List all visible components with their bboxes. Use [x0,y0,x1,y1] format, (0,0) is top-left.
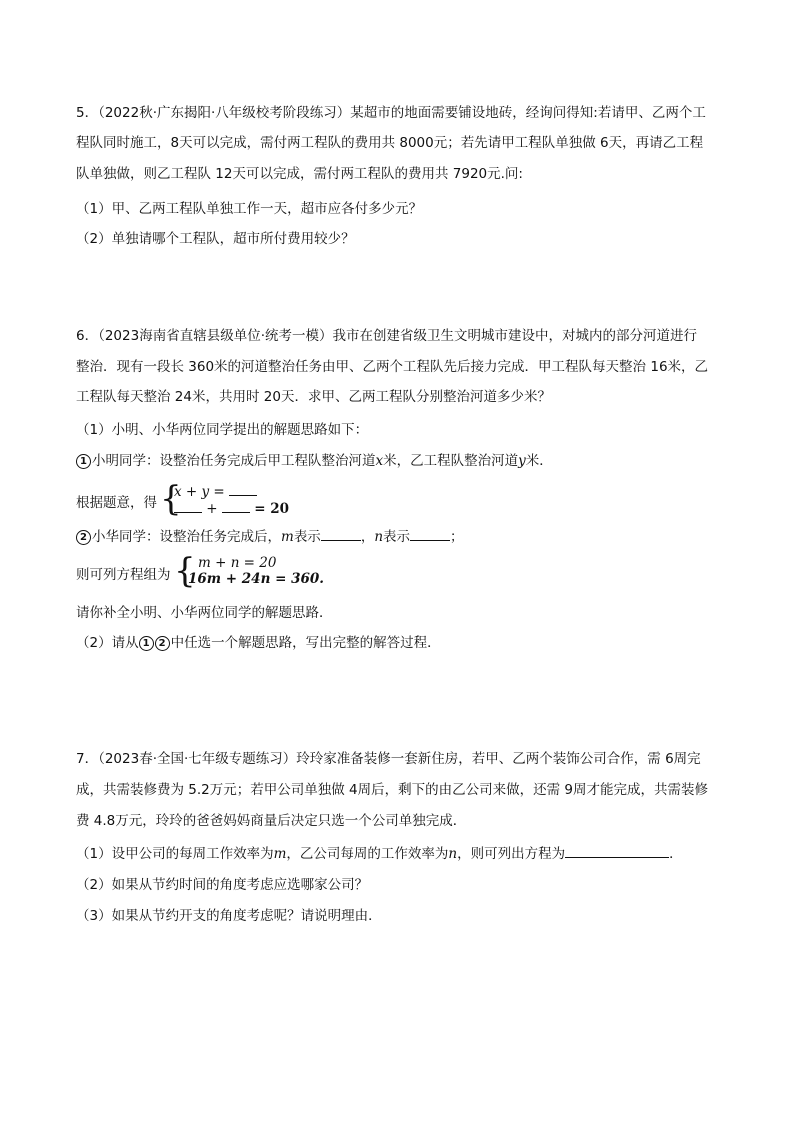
q5-line-3: 队单独做，则乙工程队 12天可以完成，需付两工程队的费用共 7920元.问: [76,166,523,182]
var-m: m [281,529,294,545]
q7-sub-3: （3）如果从节约开支的角度考虑呢？请说明理由． [76,908,382,924]
q7-sub1-c: ，则可列出方程为 [457,846,566,862]
q6-line-1: 6．（2023海南省直辖县级单位·统考一模）我市在创建省级卫生文明城市建设中，对城内的部分河道进行 [76,328,697,344]
circled-number-1: 1 [139,636,154,651]
q6-sub2-a: （2）请从 [76,635,139,651]
q7-sub1-b: ，乙公司每周的工作效率为 [286,846,449,862]
circled-number-1: 1 [76,454,91,469]
xm-eq-2-rhs: = 20 [254,501,290,517]
var-m: m [273,846,287,862]
xm-text-c: 米． [525,453,553,469]
xh-text-d: 表示 [383,529,411,545]
q6-line-3: 工程队每天整治 24米，共用时 20天．求甲、乙两工程队分别整治河道多少米？ [76,389,551,405]
q6-xiaoming-approach [76,452,553,470]
q6-line-2: 整治．现有一段长 360米的河道整治任务由甲、乙两个工程队先后接力完成．甲工程队每天整治 16米，乙 [76,359,709,375]
q5-line-2: 程队同时施工，8天可以完成，需付两工程队的费用共 8000元；若先请甲工程队单独做 6天，再请乙工程 [76,135,704,151]
q7-sub1-a: （1）设甲公司的每周工作效率为 [76,846,274,862]
q6-xiaohua-approach [76,528,464,546]
circled-number-2: 2 [76,530,91,545]
xh-lead-text: 则可列方程组为 [76,567,171,583]
xh-text-b: 表示 [293,529,321,545]
xm-text-a: 小明同学：设整治任务完成后甲工程队整治河道 [92,453,376,469]
q7-line-3: 费 4.8万元，玲玲的爸爸妈妈商量后决定只选一个公司单独完成． [76,813,467,829]
blank [410,528,450,541]
q6-complete-prompt: 请你补全小明、小华两位同学的解题思路． [76,605,333,621]
xh-text-e: ； [450,529,464,545]
var-n: n [448,846,458,862]
xh-eq-1: m + n = 20 [198,555,277,571]
q7-line-1: 7．（2023春·全国·七年级专题练习）玲玲家准备装修一套新住房，若甲、乙两个装饰公司合作，需 6周完 [76,751,701,767]
blank [222,500,250,513]
var-x: x [375,453,384,469]
circled-number-2: 2 [155,636,170,651]
q6-sub-1: （1）小明、小华两位同学提出的解题思路如下： [76,422,369,438]
answer-blank [565,845,669,858]
q6-sub-2 [76,634,441,652]
left-brace: { [160,479,182,519]
var-n: n [374,529,384,545]
q5-sub-2: （2）单独请哪个工程队，超市所付费用较少？ [76,231,355,247]
blank [229,483,257,496]
xm-eq-1-text: x + y = [174,484,225,500]
plus-sign: + [206,501,218,517]
blank [321,528,361,541]
xh-text-c: ， [360,529,375,545]
xm-eq-1 [174,483,257,500]
q7-sub1-end: ． [669,846,683,862]
blank [174,500,202,513]
left-brace: { [174,551,196,591]
xm-lead-text: 根据题意，得 [76,495,157,511]
xm-text-b: 米，乙工程队整治河道 [383,453,519,469]
q7-sub-2: （2）如果从节约时间的角度考虑应选哪家公司？ [76,877,369,893]
q6-sub2-b: 中任选一个解题思路，写出完整的解答过程． [170,635,441,651]
xh-text-a: 小华同学：设整治任务完成后， [92,529,281,545]
q7-line-2: 成，共需装修费为 5.2万元；若甲公司单独做 4周后，剩下的由乙公司来做，还需 9周才能完成，共需装修 [76,782,709,798]
q7-sub-1 [76,845,683,863]
var-y: y [518,453,526,469]
xh-eq-2: 16m + 24n = 360. [188,571,324,587]
q5-line-1: 5．（2022秋·广东揭阳·八年级校考阶段练习）某超市的地面需要铺设地砖，经询问得知:若请甲、乙两个工 [76,105,706,121]
q5-sub-1: （1）甲、乙两工程队单独工作一天，超市应各付多少元？ [76,201,423,217]
xm-eq-2 [174,500,289,517]
